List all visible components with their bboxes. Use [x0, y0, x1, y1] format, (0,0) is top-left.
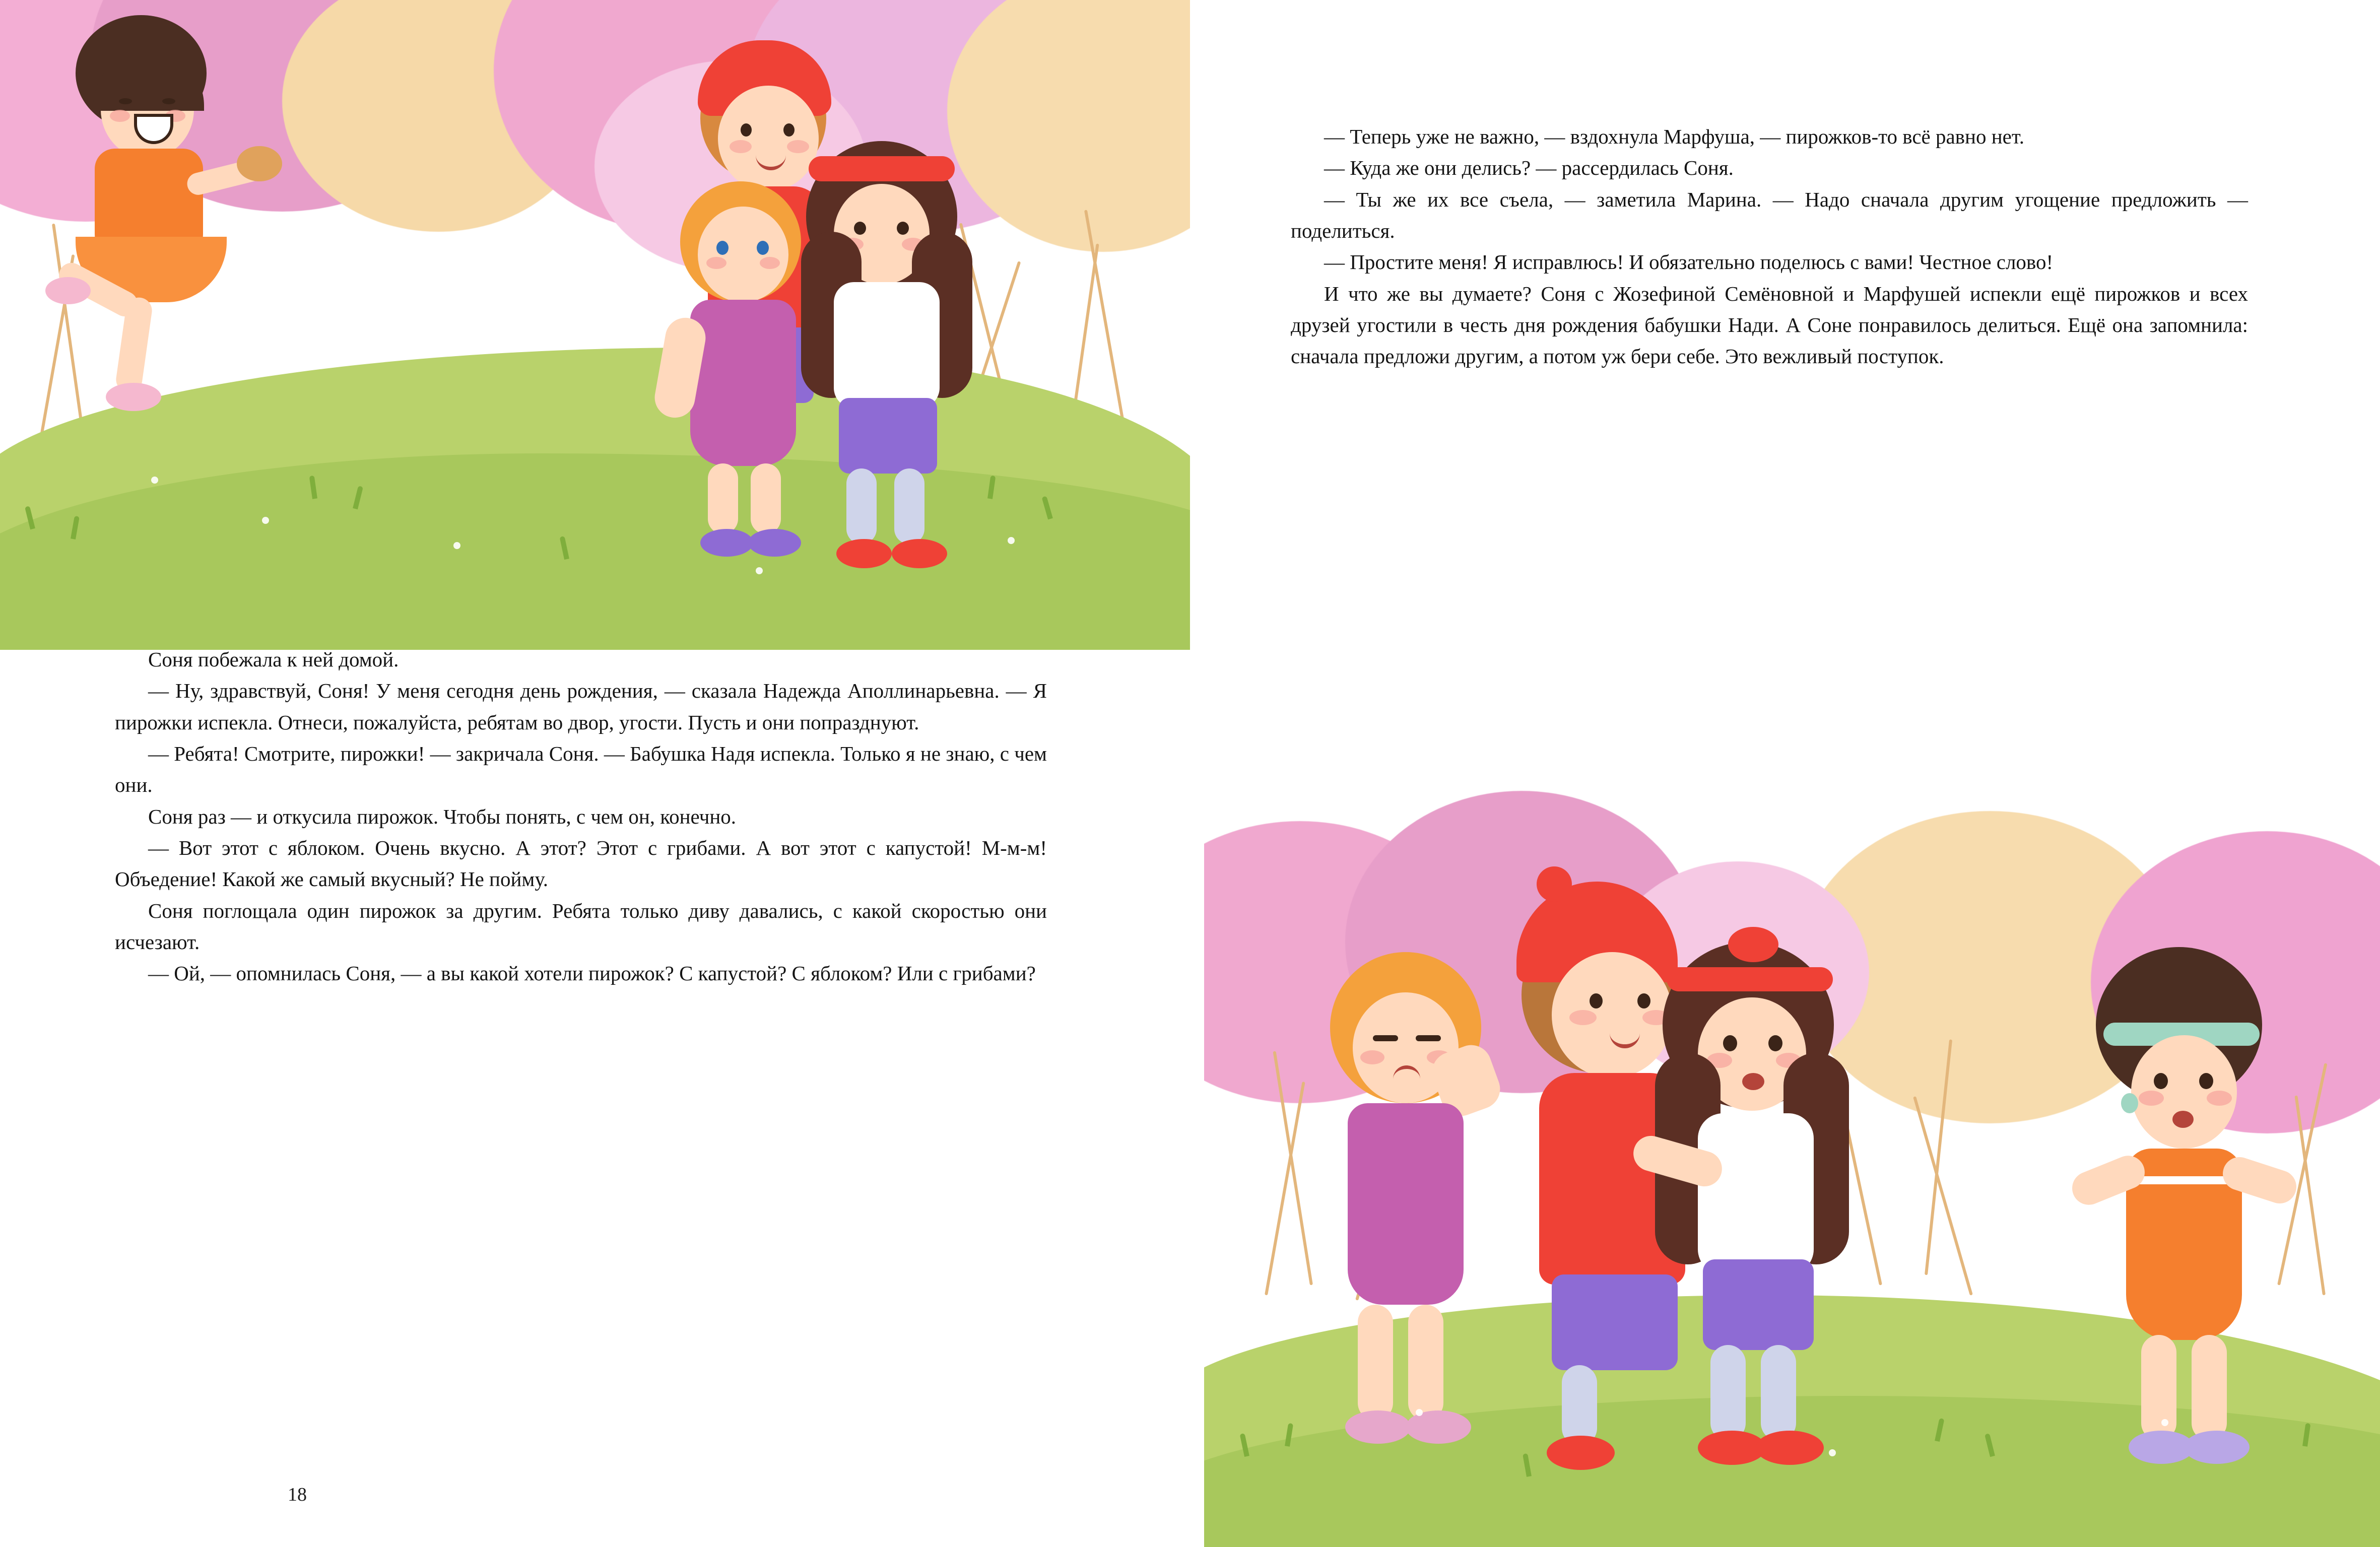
- shoe-standing: [106, 383, 161, 411]
- purple-dress: [690, 300, 796, 466]
- right-page: [1190, 0, 2380, 1547]
- paragraph: — Простите меня! Я исправлюсь! И обязательно поделюсь с вами! Честное слово!: [1324, 250, 2054, 274]
- shoe-right: [1756, 1431, 1824, 1465]
- leg-left: [1358, 1305, 1393, 1421]
- shoe-left: [700, 529, 753, 557]
- paragraph: — Ты же их все съела, — заметила Марина. — Надо сначала другим угощение предложить — поделиться.: [1291, 187, 2248, 242]
- cheek-left: [730, 140, 752, 153]
- paragraph: Соня поглощала один пирожок за другим. Ребята только диву давались, с какой скоростью они исчезают.: [115, 899, 1047, 954]
- eye-right: [897, 222, 909, 235]
- white-tshirt: [1698, 1113, 1814, 1274]
- paragraph: — Теперь уже не важно, — вздохнула Марфуша, — пирожков-то всё равно нет.: [1324, 125, 2024, 148]
- eye-left: [854, 222, 866, 235]
- eye-left: [2154, 1073, 2168, 1089]
- cheek-right: [2207, 1091, 2232, 1106]
- purple-shorts: [839, 398, 937, 474]
- leg-left: [708, 463, 738, 534]
- white-flower: [1008, 537, 1015, 544]
- eye-right: [1768, 1035, 1782, 1051]
- character-girl-red-bow: [1627, 927, 1869, 1491]
- shoe-left: [1547, 1436, 1615, 1470]
- leg-left: [1710, 1345, 1746, 1441]
- leg-left: [2141, 1335, 2176, 1441]
- character-sonya-running: [45, 15, 262, 484]
- leg-right: [1761, 1345, 1796, 1441]
- purple-dress: [1348, 1103, 1464, 1305]
- leg-right: [2192, 1335, 2227, 1441]
- cheek-left: [706, 257, 726, 269]
- paragraph: Соня побежала к ней домой.: [148, 648, 399, 671]
- eye-left: [119, 98, 132, 104]
- eye-right: [783, 123, 795, 137]
- eye-right: [757, 241, 769, 255]
- face: [698, 207, 788, 302]
- cheek-left: [1360, 1050, 1384, 1064]
- eye-left: [716, 241, 729, 255]
- eye-right: [162, 98, 175, 104]
- dress-stripe: [2131, 1176, 2237, 1184]
- eye-left: [1723, 1035, 1737, 1051]
- right-page-body-text: [1291, 121, 2248, 372]
- white-flower: [453, 542, 460, 549]
- paragraph: — Ой, — опомнилась Соня, — а вы какой хотели пирожок? С капустой? С яблоком? Или с грибами?: [148, 962, 1036, 985]
- paragraph: — Ребята! Смотрите, пирожки! — закричала Соня. — Бабушка Надя испекла. Только я не знаю, с чем они.: [115, 742, 1047, 797]
- white-flower: [151, 477, 158, 484]
- shoe-right: [2184, 1431, 2250, 1464]
- red-bow: [1728, 927, 1778, 962]
- shoe-right: [892, 539, 947, 568]
- page-number: 18: [288, 1484, 307, 1505]
- illustration-bottom-right: [1204, 761, 2380, 1547]
- eye-closed-left: [1373, 1035, 1398, 1041]
- eye-closed-right: [1416, 1035, 1441, 1041]
- eye-left: [1590, 993, 1603, 1008]
- left-page-body-text: [115, 644, 1047, 989]
- leg-left: [846, 468, 877, 544]
- cheek-right: [760, 257, 780, 269]
- open-mouth: [1742, 1073, 1764, 1090]
- leg-left: [1562, 1365, 1597, 1446]
- pie-in-hand: [237, 146, 282, 181]
- cheek-left: [1569, 1010, 1597, 1025]
- eye-left: [741, 123, 752, 137]
- leg-right: [1408, 1305, 1443, 1421]
- white-flower: [262, 517, 269, 524]
- illustration-top-left: [0, 0, 1190, 650]
- paragraph: — Куда же они делись? — рассердилась Соня.: [1324, 156, 1734, 180]
- white-flower: [1416, 1409, 1423, 1416]
- cap-knob: [1537, 866, 1572, 902]
- shoe-raised: [45, 277, 91, 304]
- red-headband: [1667, 967, 1833, 991]
- paragraph: — Ну, здравствуй, Соня! У меня сегодня день рождения, — сказала Надежда Аполлинарьевна. — Я пирожки испекла. Отнеси, пожалуйста, ребятам во двор, угости. Пусть и они попразднуют.: [115, 679, 1047, 734]
- paragraph: — Вот этот с яблоком. Очень вкусно. А этот? Этот с грибами. А вот этот с капустой! М-м-м! Объедение! Какой же самый вкусный? Не пойму.: [115, 836, 1047, 891]
- shoe-left: [1345, 1410, 1411, 1444]
- purple-shorts: [1703, 1259, 1814, 1350]
- paragraph: И что же вы думаете? Соня с Жозефиной Семёновной и Марфушей испекли ещё пирожков и всех друзей угостили в честь дня рождения бабушки Нади. А Соне понравилось делиться. Ещё она запомнила: сначала предложи другим, а потом уж бери себе. Это вежливый поступок.: [1291, 282, 2248, 368]
- white-tshirt: [834, 282, 940, 408]
- open-mouth: [2172, 1111, 2194, 1128]
- white-flower: [756, 567, 763, 574]
- character-girl-orange-dress: [2056, 947, 2297, 1491]
- cheek-left: [2139, 1091, 2164, 1106]
- leg-right: [894, 468, 924, 544]
- shoe-left: [836, 539, 892, 568]
- red-headband: [809, 156, 955, 181]
- eye-right: [2199, 1073, 2213, 1089]
- paragraph: Соня раз — и откусила пирожок. Чтобы понять, с чем он, конечно.: [148, 804, 737, 828]
- white-flower: [1829, 1449, 1836, 1456]
- cheek-left: [110, 110, 130, 122]
- leg-right: [751, 463, 781, 534]
- shoe-right: [1406, 1410, 1471, 1444]
- earring-left: [2121, 1093, 2138, 1113]
- character-girl-dark-hair: [786, 141, 987, 574]
- white-flower: [2161, 1419, 2168, 1426]
